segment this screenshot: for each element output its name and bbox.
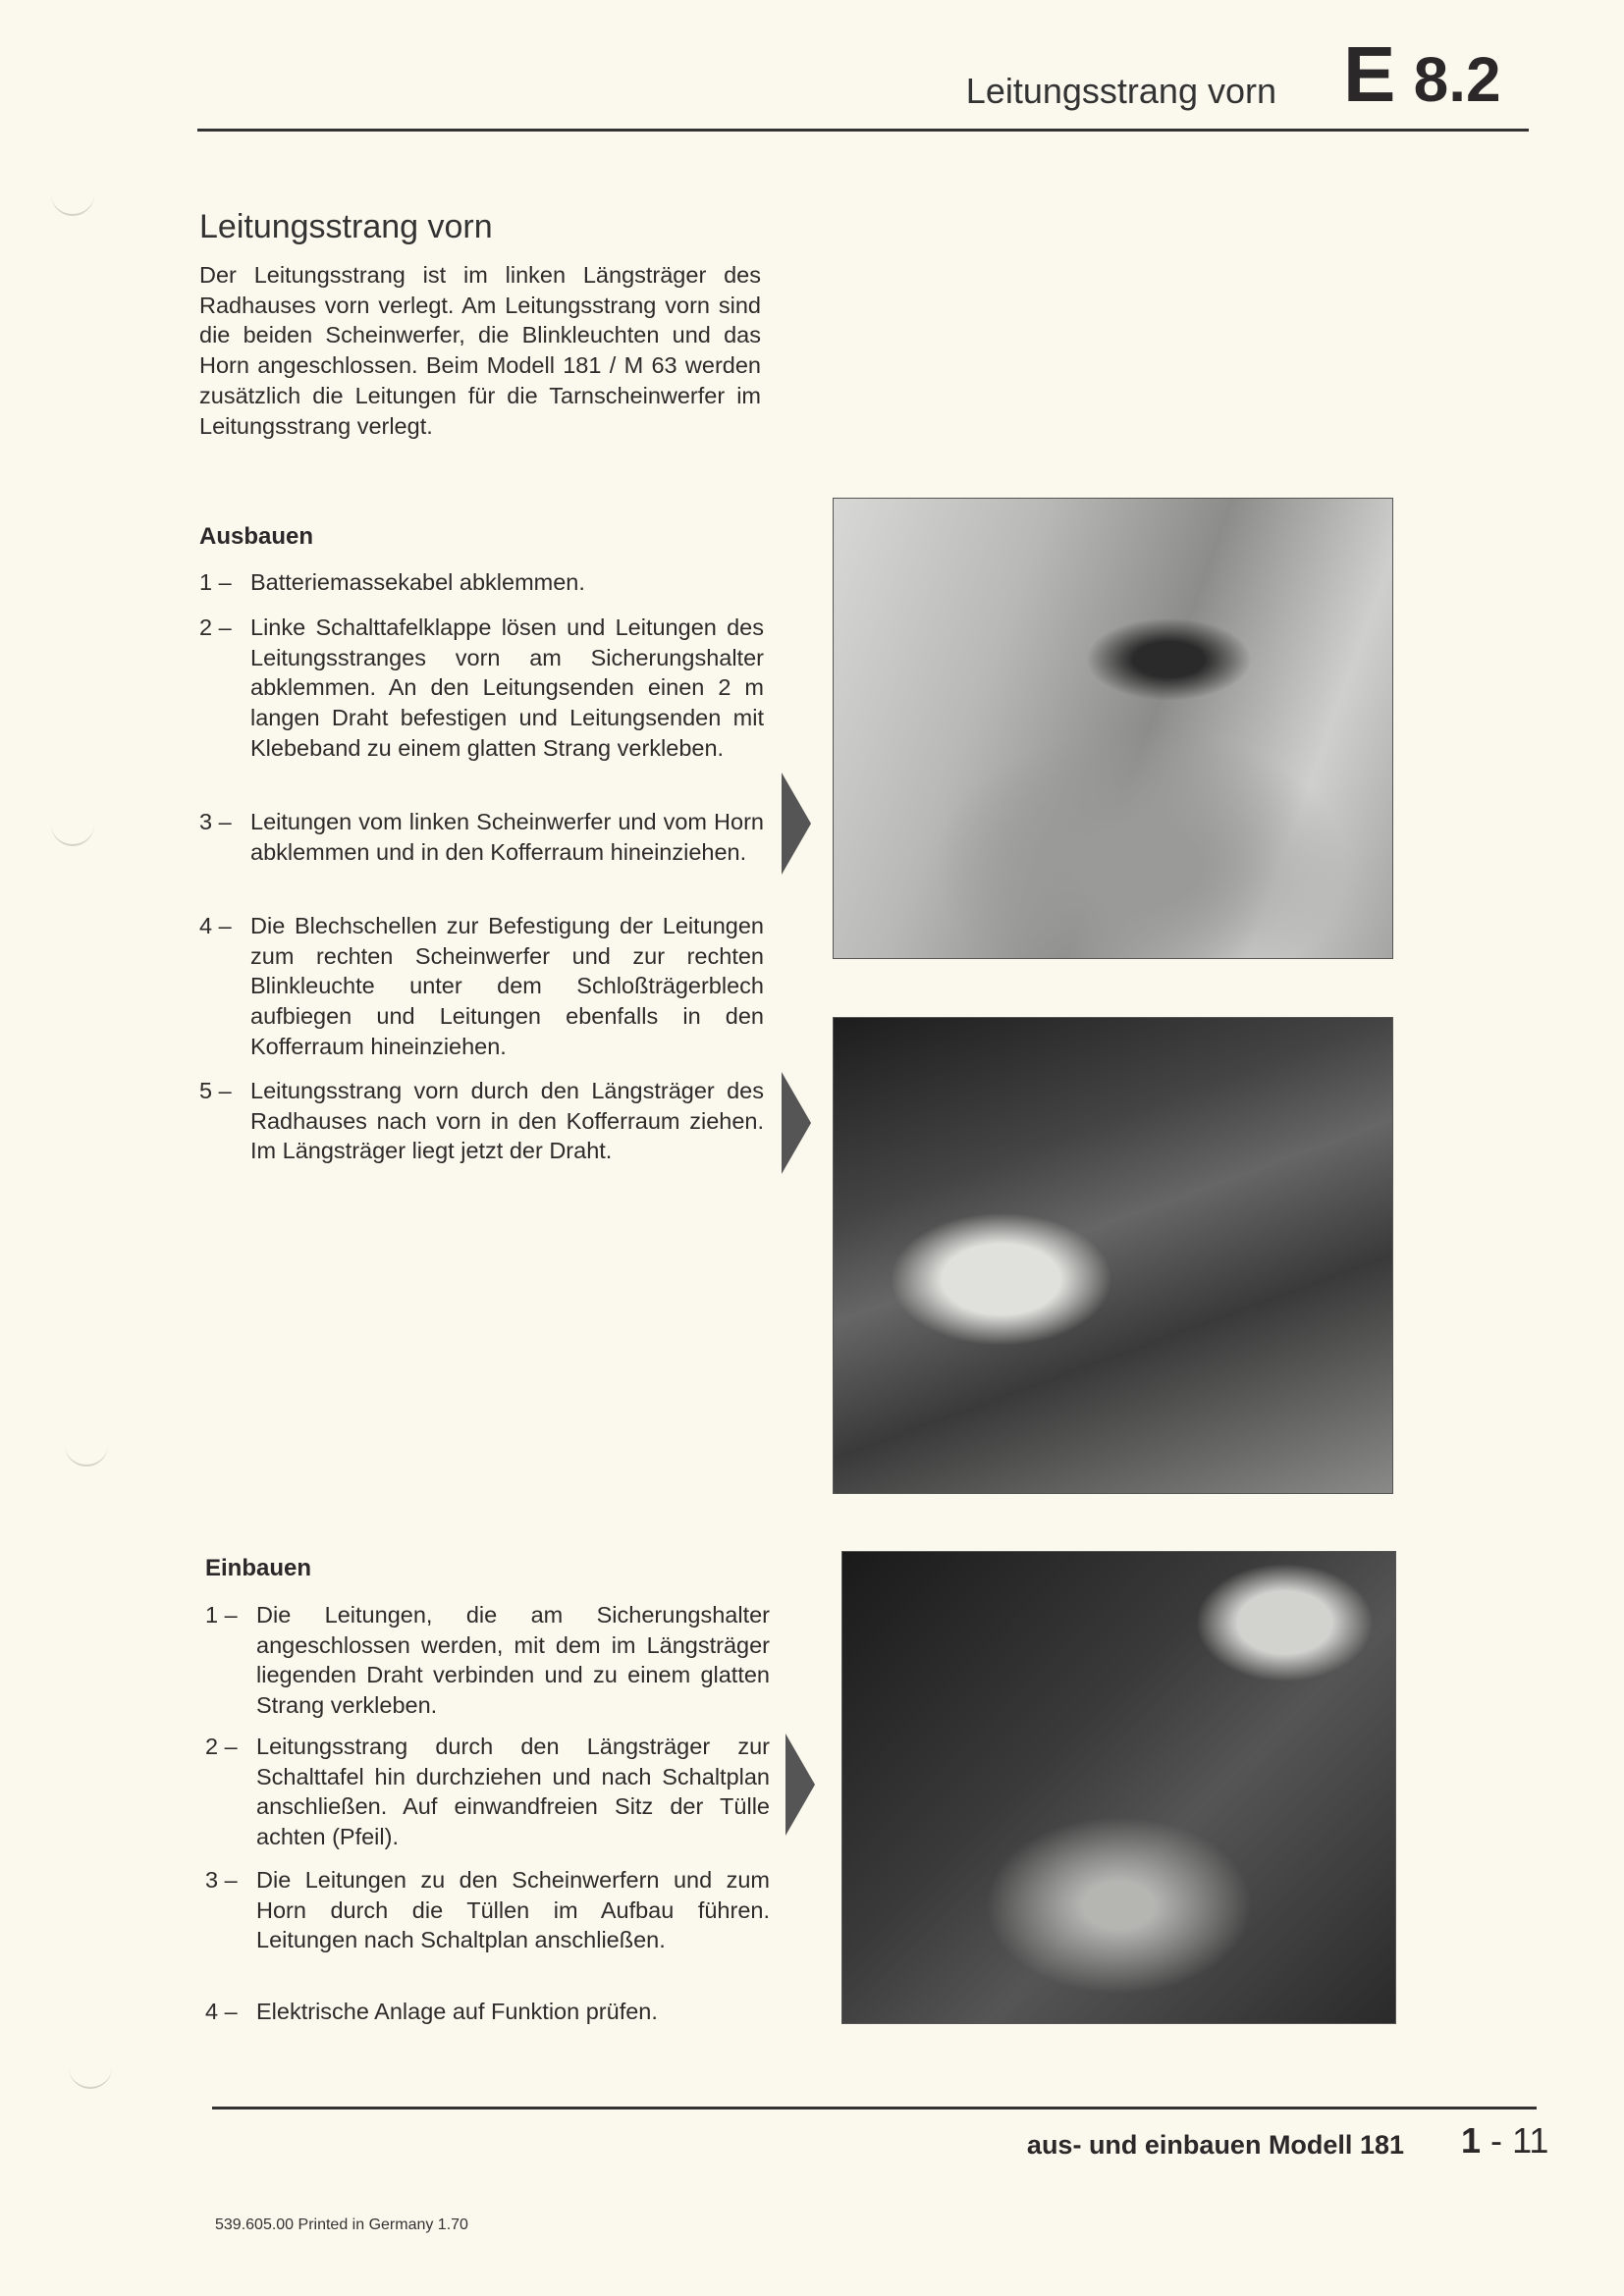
step-number: 4 – [199, 913, 232, 938]
page-major: 1 [1461, 2120, 1482, 2161]
pointer-arrow-icon [782, 1072, 811, 1174]
einbauen-step [205, 1997, 770, 2027]
photo-trunk-crossmember [833, 1017, 1393, 1494]
step-number: 3 – [199, 809, 232, 834]
page-separator: - [1490, 2120, 1503, 2161]
header-title: Leitungsstrang vorn [965, 71, 1276, 111]
ausbauen-step [199, 1076, 764, 1166]
header-rule [197, 129, 1529, 132]
footer-rule [212, 2107, 1537, 2109]
section-letter: E [1343, 30, 1394, 118]
step-text: Batteriemassekabel abklemmen. [250, 569, 585, 595]
step-number: 3 – [205, 1867, 238, 1893]
section-number: 8.2 [1413, 44, 1501, 115]
print-info: 539.605.00 Printed in Germany 1.70 [215, 2216, 468, 2233]
step-text: Leitungen vom linken Scheinwerfer und vom Horn abklemmen und in den Kofferraum hineinziehen. [250, 809, 764, 865]
page-heading: Leitungsstrang vorn [199, 208, 493, 245]
page-minor: 11 [1512, 2120, 1549, 2161]
einbauen-step [205, 1600, 770, 1721]
punch-hole [51, 192, 94, 216]
step-text: Elektrische Anlage auf Funktion prüfen. [256, 1999, 658, 2024]
pointer-arrow-icon [785, 1734, 815, 1836]
step-text: Leitungsstrang durch den Längsträger zur Schalttafel hin durchziehen und nach Schaltplan anschließen. Auf einwandfreien Sitz der Tülle achten (Pfeil). [256, 1734, 770, 1850]
photo-dashboard-wiring [841, 1551, 1396, 2024]
ausbauen-step [199, 807, 764, 867]
einbauen-step [205, 1732, 770, 1852]
page-number [1461, 2120, 1548, 2162]
step-text: Leitungsstrang vorn durch den Längsträger des Radhauses nach vorn in den Kofferraum ziehen. Im Längsträger liegt jetzt der Draht. [250, 1078, 764, 1164]
punch-hole [69, 2065, 112, 2089]
step-number: 2 – [205, 1734, 238, 1759]
punch-hole [51, 823, 94, 846]
punch-hole [65, 1443, 108, 1467]
einbauen-step [205, 1865, 770, 1955]
step-number: 2 – [199, 614, 232, 640]
ausbauen-step [199, 911, 764, 1062]
step-number: 1 – [199, 569, 232, 595]
photo-wheelhouse-grommet [833, 498, 1393, 959]
step-text: Linke Schalttafelklappe lösen und Leitungen des Leitungsstranges vorn am Sicherungshalter abklemmen. An den Leitungsenden einen 2 m langen Draht befestigen und Leitungsenden mit Klebeband zu einem glatten Strang verkleben. [250, 614, 764, 761]
step-text: Die Leitungen zu den Scheinwerfern und zum Horn durch die Tüllen im Aufbau führen. Leitungen nach Schaltplan anschließen. [256, 1867, 770, 1953]
section-code [1343, 29, 1501, 120]
footer-title: aus- und einbauen Modell 181 [1026, 2130, 1404, 2160]
ausbauen-heading: Ausbauen [199, 523, 314, 550]
ausbauen-step [199, 613, 764, 764]
pointer-arrow-icon [782, 773, 811, 875]
einbauen-heading: Einbauen [205, 1555, 312, 1581]
step-number: 1 – [205, 1602, 238, 1628]
step-number: 5 – [199, 1078, 232, 1103]
step-text: Die Leitungen, die am Sicherungshalter angeschlossen werden, mit dem im Längsträger liegenden Draht verbinden und zu einem glatten Strang verkleben. [256, 1602, 770, 1719]
ausbauen-step [199, 567, 764, 598]
step-text: Die Blechschellen zur Befestigung der Leitungen zum rechten Scheinwerfer und zur rechten Blinkleuchte unter dem Schloßträgerblech aufbiegen und Leitungen ebenfalls in den Kofferraum hineinziehen. [250, 913, 764, 1059]
step-number: 4 – [205, 1999, 238, 2024]
intro-paragraph: Der Leitungsstrang ist im linken Längsträger des Radhauses vorn verlegt. Am Leitungsstrang vorn sind die beiden Scheinwerfer, die Blinkleuchten und das Horn angeschlossen. Beim Modell 181 / M 63 werden zusätzlich die Leitungen für die Tarnscheinwerfer im Leitungsstrang verlegt. [199, 262, 761, 439]
